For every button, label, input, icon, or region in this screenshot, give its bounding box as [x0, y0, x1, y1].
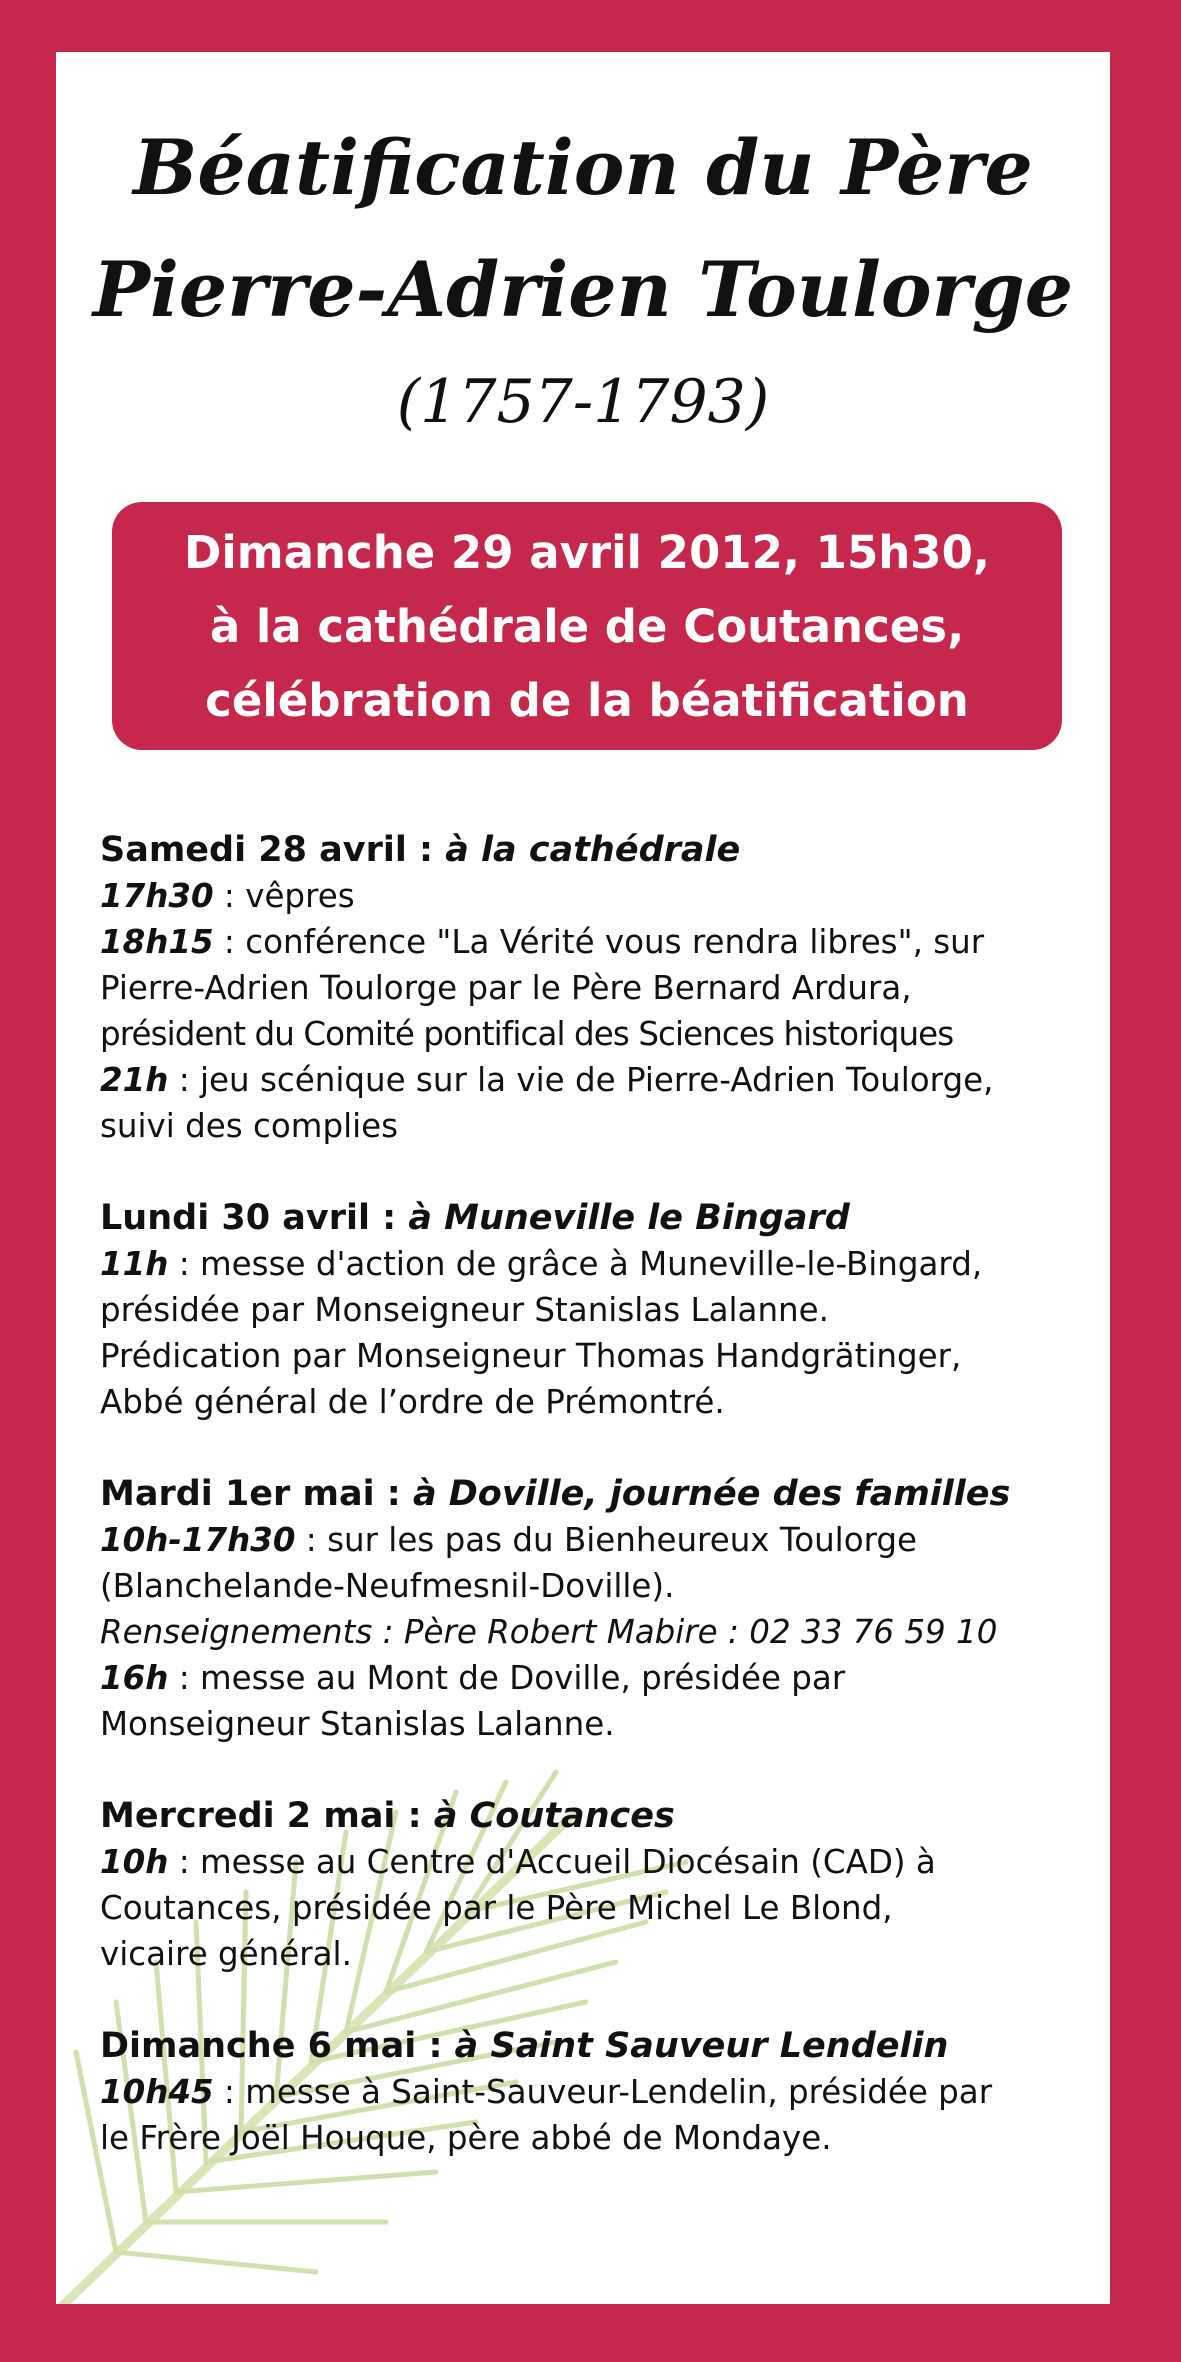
page-title-name: Pierre-Adrien Toulorge	[92, 245, 1074, 334]
schedule-entry: 10h-17h30 : sur les pas du Bienheureux Toulorge	[100, 1521, 917, 1559]
schedule-entry: 16h : messe au Mont de Doville, présidée par	[100, 1659, 846, 1697]
day-section-lundi	[100, 1195, 1100, 1425]
main-event-banner	[112, 502, 1062, 750]
schedule-text: (Blanchelande-Neufmesnil-Doville).	[100, 1567, 675, 1605]
schedule-text: Abbé général de l’ordre de Prémontré.	[100, 1383, 725, 1421]
schedule-text: vicaire général.	[100, 1935, 352, 1973]
schedule-text: Pierre-Adrien Toulorge par le Père Bernard Ardura,	[100, 969, 912, 1007]
schedule-entry: 18h15 : conférence "La Vérité vous rendra libres", sur	[100, 923, 985, 961]
schedule-text: Prédication par Monseigneur Thomas Handgrätinger,	[100, 1337, 962, 1375]
schedule-text: suivi des complies	[100, 1107, 399, 1145]
schedule-entry: 10h : messe au Centre d'Accueil Diocésain (CAD) à	[100, 1843, 936, 1881]
schedule-entry: 11h : messe d'action de grâce à Muneville-le-Bingard,	[100, 1245, 983, 1283]
day-heading: Mercredi 2 mai : à Coutances	[100, 1796, 675, 1836]
program-schedule	[100, 827, 1100, 2207]
schedule-text: Monseigneur Stanislas Lalanne.	[100, 1705, 615, 1743]
page-title: Béatification du Père	[133, 123, 1033, 212]
day-section-dimanche	[100, 2023, 1100, 2161]
day-section-mardi	[100, 1471, 1100, 1747]
schedule-entry: 21h : jeu scénique sur la vie de Pierre-Adrien Toulorge,	[100, 1061, 994, 1099]
schedule-text: Coutances, présidée par le Père Michel Le Blond,	[100, 1889, 893, 1927]
contact-info: Renseignements : Père Robert Mabire : 02 33 76 59 10	[100, 1613, 998, 1651]
banner-line: célébration de la béatification	[205, 674, 969, 727]
day-section-mercredi	[100, 1793, 1100, 1977]
flyer-page	[56, 52, 1110, 2304]
schedule-entry: 10h45 : messe à Saint-Sauveur-Lendelin, présidée par	[100, 2073, 993, 2111]
day-heading: Mardi 1er mai : à Doville, journée des familles	[100, 1474, 1011, 1514]
life-dates: (1757-1793)	[396, 367, 770, 437]
schedule-text: président du Comité pontifical des Sciences historiques	[100, 1015, 954, 1053]
day-section-samedi	[100, 827, 1100, 1149]
day-heading: Lundi 30 avril : à Muneville le Bingard	[100, 1198, 850, 1238]
day-heading: Dimanche 6 mai : à Saint Sauveur Lendelin	[100, 2026, 949, 2066]
day-heading: Samedi 28 avril : à la cathédrale	[100, 830, 741, 870]
schedule-text: le Frère Joël Houque, père abbé de Mondaye.	[100, 2119, 832, 2157]
banner-line: à la cathédrale de Coutances,	[209, 600, 965, 653]
banner-line: Dimanche 29 avril 2012, 15h30,	[183, 526, 991, 579]
schedule-entry: 17h30 : vêpres	[100, 877, 355, 915]
schedule-text: présidée par Monseigneur Stanislas Lalanne.	[100, 1291, 829, 1329]
